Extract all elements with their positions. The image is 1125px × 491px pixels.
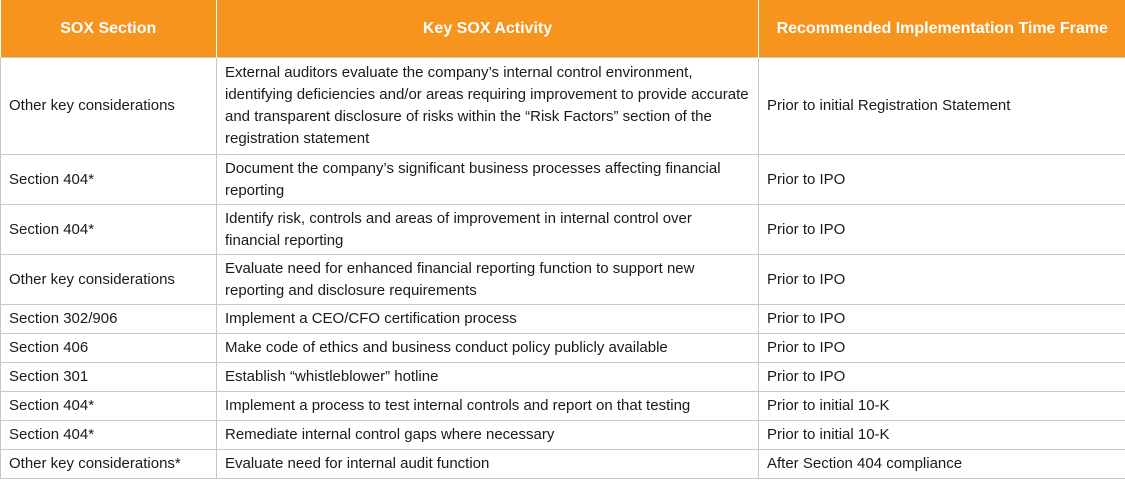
cell-section: Other key considerations [1,255,217,305]
cell-timeframe: Prior to initial 10-K [759,392,1125,421]
table-row [1,305,1125,334]
cell-section: Other key considerations [1,58,217,155]
cell-timeframe: Prior to IPO [759,305,1125,334]
cell-activity: Remediate internal control gaps where necessary [217,421,759,450]
cell-timeframe: Prior to IPO [759,155,1125,205]
cell-activity: External auditors evaluate the company’s internal control environment, identifying deficiencies and/or areas requiring improvement to provide accurate and transparent disclosure of risks within the “Risk Factors” section of the registration statement [217,58,759,155]
cell-section: Section 404* [1,155,217,205]
table-row [1,334,1125,363]
cell-activity: Evaluate need for enhanced financial reporting function to support new reporting and disclosure requirements [217,255,759,305]
cell-section: Other key considerations* [1,450,217,479]
cell-timeframe: Prior to IPO [759,205,1125,255]
table-row [1,450,1125,479]
cell-section: Section 404* [1,421,217,450]
header-key-sox-activity: Key SOX Activity [217,0,759,58]
table-row [1,421,1125,450]
cell-timeframe: Prior to IPO [759,334,1125,363]
table-header-row [1,0,1125,58]
table-row [1,58,1125,155]
cell-timeframe: After Section 404 compliance [759,450,1125,479]
cell-timeframe: Prior to initial 10-K [759,421,1125,450]
cell-section: Section 404* [1,205,217,255]
table-row [1,363,1125,392]
table-row [1,155,1125,205]
cell-section: Section 406 [1,334,217,363]
cell-section: Section 404* [1,392,217,421]
table-row [1,255,1125,305]
table-row [1,392,1125,421]
cell-section: Section 301 [1,363,217,392]
table-row [1,205,1125,255]
cell-activity: Establish “whistleblower” hotline [217,363,759,392]
cell-section: Section 302/906 [1,305,217,334]
cell-activity: Make code of ethics and business conduct policy publicly available [217,334,759,363]
cell-activity: Implement a CEO/CFO certification process [217,305,759,334]
header-sox-section: SOX Section [1,0,217,58]
cell-activity: Identify risk, controls and areas of improvement in internal control over financial reporting [217,205,759,255]
cell-timeframe: Prior to IPO [759,255,1125,305]
cell-timeframe: Prior to initial Registration Statement [759,58,1125,155]
cell-activity: Document the company’s significant business processes affecting financial reporting [217,155,759,205]
cell-timeframe: Prior to IPO [759,363,1125,392]
cell-activity: Evaluate need for internal audit function [217,450,759,479]
header-implementation-time-frame: Recommended Implementation Time Frame [759,0,1125,58]
cell-activity: Implement a process to test internal controls and report on that testing [217,392,759,421]
